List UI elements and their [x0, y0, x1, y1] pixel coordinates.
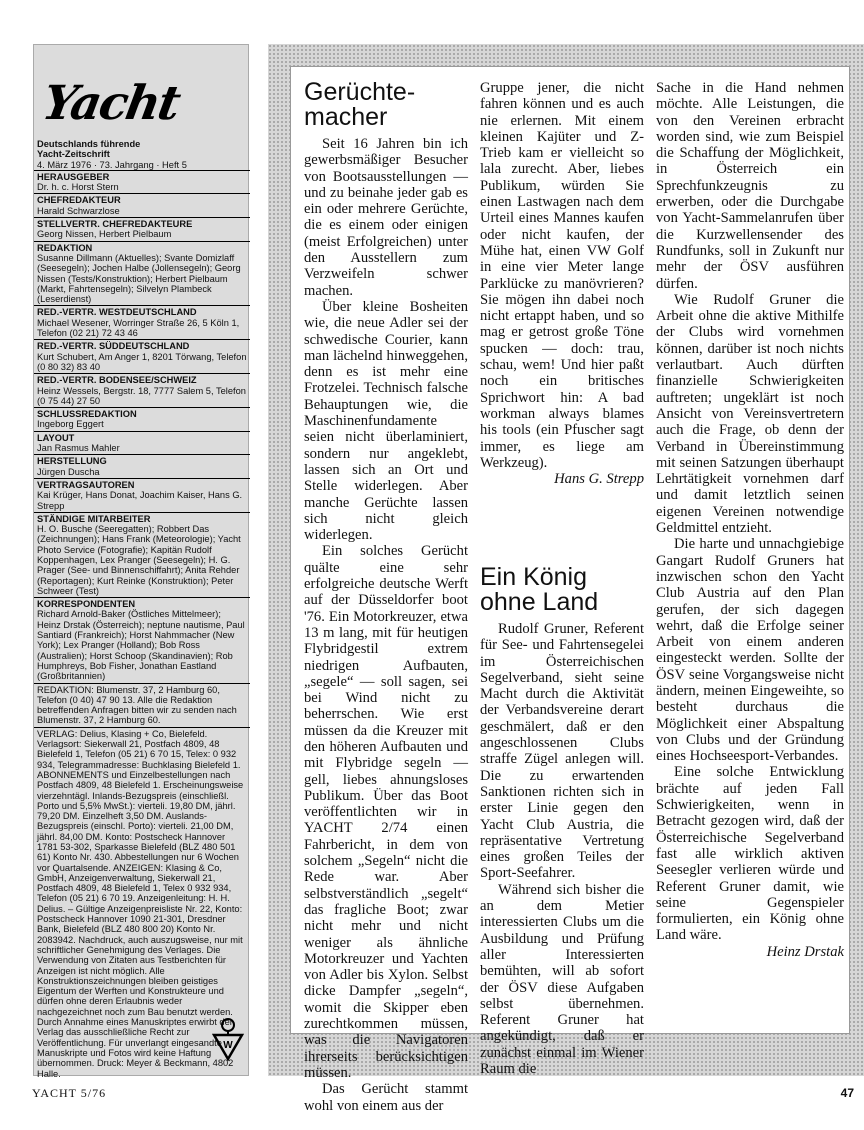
masthead-section-body: Harald Schwarzlose — [37, 205, 120, 216]
masthead-section-heading: RED.-VERTR. SÜDDEUTSCHLAND — [37, 341, 190, 352]
article2-paragraph: Rudolf Gruner, Referent für See- und Fahrtensegelei im Österreichischen Segelverband, sieht seine Macht durch die Aktivität der Verbandsvereine derart geschmälert, daß er den angeschlossenen Clubs straffe Zügel anlegen will. Die zu erwartenden Sanktionen richten sich in erster Linie gegen den Yacht Club Austria, die repräsentative Vertretung eines großen Teiles der Sport-Seefahrer. — [480, 621, 644, 882]
article1-column1 — [304, 80, 468, 1114]
masthead-section — [34, 373, 250, 407]
masthead-section-heading: STÄNDIGE MITARBEITER — [37, 513, 151, 524]
article1-column2 — [480, 80, 644, 487]
masthead-section-body: REDAKTION: Blumenstr. 37, 2 Hamburg 60, Telefon (0 40) 47 90 13. Alle die Redaktion betreffenden Anfragen bitten wir zu senden nach Blumenstr. 37, 2 Hamburg 60. — [37, 684, 237, 726]
masthead-section-heading: STELLVERTR. CHEFREDAKTEURE — [37, 219, 193, 230]
masthead-section-body: Georg Nissen, Herbert Pielbaum — [37, 229, 172, 240]
masthead-section-body: Jürgen Duscha — [37, 466, 100, 477]
article2-paragraph: Wie Rudolf Gruner die Arbeit ohne die aktive Mithilfe der Clubs wird vornehmen können, darüber ist noch nichts verlautbart. Auch dürften finanzielle Schwierigkeiten auftreten; ungeklärt ist noch Ansicht von Vereinsvertretern auch die Frage, ob denn der Verband in Übereinstimmung mit seinen Satzungen überhaupt Lehrtätigkeit vornehmen darf und damit letztlich seinen eigenen Vereinen notwendige Geldmittel entzieht. — [656, 291, 844, 537]
masthead-section-body: Michael Wesener, Worringer Straße 26, 5 Köln 1, Telefon (02 21) 72 43 46 — [37, 317, 240, 339]
masthead-section — [34, 597, 250, 682]
masthead-section-body: Dr. h. c. Horst Stern — [37, 182, 119, 193]
masthead-section — [34, 512, 250, 597]
masthead-section — [34, 339, 250, 373]
masthead-section — [34, 454, 250, 478]
article2-paragraph: Während sich bisher die an dem Metier interessierten Clubs um die Ausbildung und Prüfung aller Interessierten bemühten, will ab sofort der ÖSV diese Aufgaben selbst übernehmen. Referent Gruner hat angekündigt, daß er zunächst einmal im Wiener Raum die — [480, 881, 644, 1078]
article1-title: Gerüchte- macher — [304, 78, 416, 131]
article2-paragraph: Eine solche Entwicklung brächte auf jeden Fall Schwierigkeiten, wenn in Betracht gezogen wird, daß der Österreichische Segelverband fast alle wirklich aktiven Seesegler verlieren würde und Referent Gruner damit, wie seine Gegenspieler formulierten, ein König ohne Land wäre. — [656, 764, 844, 944]
masthead-section — [34, 193, 250, 217]
article2-author: Heinz Drstak — [766, 943, 844, 960]
masthead-section-heading: HERAUSGEBER — [37, 171, 110, 182]
article2-paragraph: Sache in die Hand nehmen möchte. Alle Leistungen, die von den Vereinen erbracht worden sind, wie zum Beispiel die Schaffung der Möglichkeit, in Österreich ein Sprechfunkzeugnis zu erwerben, oder die Durchgabe von Yacht-Sammelanrufen über die Kurzwellensender des Rundfunks, soll in Zukunft nur mehr der ÖSV ausführen dürfen. — [656, 80, 844, 292]
masthead-section — [34, 407, 250, 431]
article2-title: Ein König ohne Land — [480, 563, 599, 616]
masthead-credits — [34, 170, 250, 1080]
masthead-section-heading: KORRESPONDENTEN — [37, 599, 136, 610]
article2-paragraph: Die harte und unnachgiebige Gangart Rudolf Gruners hat inzwischen schon den Yacht Club Austria auf den Plan gerufen, der sich dagegen wehrt, daß die Erfolge seiner Arbeit von einem anderen eingesteckt werden. Sollte der ÖSV seine Vorgangsweise nicht ändern, meinen Eingeweihte, so besteht durchaus die Möglichkeit einer Abspaltung von Clubs und der Gründung eines Hochseesport-Verbandes. — [656, 536, 844, 765]
masthead-section — [34, 170, 250, 194]
masthead-section — [34, 241, 250, 306]
masthead-section-body: Richard Arnold-Baker (Östliches Mittelmeer); Heinz Drstak (Österreich); neptune nautisme, Paul Santiard (Frankreich); Horst Nahmmacher (New York); Lex Pranger (Holland); Bob Ross (Australien); Horst Schoop (Skandinavien); Rob Humphreys, Bob Fisher, Jonathan Eastland (Großbritannien) — [37, 609, 245, 682]
tagline: Deutschlands führende Yacht-Zeitschrift 4. März 1976 · 73. Jahrgang · Heft 5 — [37, 139, 187, 170]
masthead-section — [34, 478, 250, 512]
masthead-section-body: Kurt Schubert, Am Anger 1, 8201 Törwang, Telefon (0 80 32) 83 40 — [37, 351, 247, 372]
page-number: 47 — [840, 1086, 854, 1100]
masthead-section-heading: REDAKTION — [37, 242, 93, 253]
masthead-section-body: VERLAG: Delius, Klasing + Co, Bielefeld. Verlagsort: Siekerwall 21, Postfach 4809, 48 Bielefeld 1, Telefon (05 21) 6 70 15, Telex: 0 932 934, Telegrammadresse: Buchklasing Bielefeld 1. ABONNEMENTS und Einzelbestellungen nach Postfach 4809, 48 Bielefeld 1. Erscheinungsweise vierzehntägl. Inlands-Bezugspreis (einschließl. Porto und 5,5% MwSt.): vierteli. 19,80 DM, jährl. 79,20 DM. Einzelheft 3,50 DM. Auslands-Bezugspreis (einschl. Porto): vierteli. 21,00 DM, jährl. 84,00 DM. Konto: Postscheck Hannover 1781 53-302, Sparkasse Bielefeld (BLZ 480 501 61) Konto Nr. 430. Abbestellungen nur 6 Wochen vor Quartalsende. ANZEIGEN: Klasing & Co, GmbH, Anzeigenverwaltung, Siekerwall 21, Postfach 4809, 48 Bielefeld 1, Telex 0 932 934, Telefon (05 21) 6 70 19. Anzeigenleitung: H. H. Delius. – Gültige Anzeigenpreisliste Nr. 22, Konto: Postscheck Hannover 1090 21-301, Dresdner Bank, Bielefeld (BLZ 480 800 20) Konto Nr. 2083942. Nachdruck, auch auszugsweise, nur mit schriftlicher Genehmigung des Verlages. Die Verwendung von Zitaten aus Testberichten für Anzeigen ist nicht möglich. Alle Konstruktionszeichnungen bleiben geistiges Eigentum der Werften und Konstrukteure und dürfen ohne deren Erlaubnis weder nachgezeichnet noch zum Bau benutzt werden. Durch Annahme eines Manuskriptes erwirbt der Verlag das ausschließliche Recht zur Veröffentlichung. Für unverlangt eingesandte Manuskripte und Fotos wird keine Haftung übernommen. Druck: Meyer & Beckmann, 4802 Halle. — [37, 728, 244, 1079]
article1-paragraph: Seit 16 Jahren bin ich gewerbsmäßiger Besucher von Bootsausstellungen — und zu beinahe jeder gab es ein oder mehrere Gerüchte, die es einem oder einigen (meist Erfolgreichen) unter den Ausstellern zum Verzweifeln schwer machen. — [304, 136, 468, 299]
masthead-section-body: Kai Krüger, Hans Donat, Joachim Kaiser, Hans G. Strepp — [37, 490, 243, 511]
svg-text:W: W — [223, 1040, 233, 1051]
masthead-section-body: Susanne Dillmann (Aktuelles); Svante Domizlaff (Seesegeln); Jochen Halbe (Jollensegeln); Georg Nissen (Tests/Konstruktion); Herbert Pielbaum (Markt, Fahrtensegeln); Silvelyn Plambeck (Leserdienst) — [37, 252, 241, 305]
masthead-section — [34, 305, 250, 339]
masthead-section-body: Heinz Wessels, Bergstr. 18, 7777 Salem 5, Telefon (0 75 44) 27 50 — [37, 385, 246, 406]
footer-issue: YACHT 5/76 — [32, 1086, 107, 1100]
masthead-section-heading: SCHLUSSREDAKTION — [37, 409, 137, 420]
masthead-section-heading: CHEFREDAKTEUR — [37, 195, 121, 206]
masthead-section-body: Ingeborg Eggert — [37, 419, 104, 430]
article1-paragraph: Das Gerücht stammt wohl von einem aus der — [304, 1081, 468, 1114]
article1-paragraph: Gruppe jener, die nicht fahren können und es auch nie erlernen. Mit einem kleinen Kajüter und Z-Trieb kam er vielleicht so lala zurecht. Aber, liebes Publikum, würden Sie einen Lastwagen nach dem Urteil eines Mannes kaufen oder nicht kaufen, der Mühe hat, einen VW Golf in eine vier Meter lange Parklücke zu manövrieren? Sie mögen ihn dabei noch nicht ertappt haben, und so mag er getrost große Töne spucken — doch: trau, schau, wem! Und hier paßt noch ein britisches Sprichwort hin: A bad workman always blames his tools (ein Pfuscher sagt immer, es liege am Werkzeug). — [480, 80, 644, 471]
ivw-logo — [212, 1017, 244, 1061]
article1-author: Hans G. Strepp — [554, 471, 644, 488]
article1-paragraph: Über kleine Bosheiten wie, die neue Adler sei der schwedische Courier, kann man lächelnd hinweggehen, denn es ist mehr eine Frotzelei. Technisch falsche Behauptungen wie, die Maschinenfundamente seien nicht überlaminiert, sondern nur angeklebt, lassen sich an Ort und Stelle widerlegen. Aber manche Gerüchte lassen sich nicht gleich widerlegen. — [304, 298, 468, 544]
masthead-section-heading: VERTRAGSAUTOREN — [37, 479, 135, 490]
masthead-section-heading: HERSTELLUNG — [37, 456, 107, 467]
article2-column2 — [656, 80, 844, 960]
article2-column1 — [480, 565, 644, 1077]
masthead-panel — [33, 44, 249, 1079]
masthead-section-heading: RED.-VERTR. BODENSEE/SCHWEIZ — [37, 375, 197, 386]
article1-paragraph: Ein solches Gerücht quälte eine sehr erfolgreiche deutsche Werft auf der Düsseldorfer boot '76. Ein Motorkreuzer, etwa 13 m lang, mit für heutigen Flybridgestil extrem niedrigen Aufbauten, „segele“ — soll sagen, sei bei Wind nicht zu beherrschen. Wie erst müssen da die Kreuzer mit den höheren Aufbauten und mit Flybridge segeln — gell, liebes ahnungsloses Publikum. Über das Boot veröffentlichten wir in YACHT 2/74 einen Fahrbericht, in dem von solchem „Segeln“ nicht die Rede war. Aber selbstverständlich „segelt“ das fragliche Boot; zwar nicht mehr und nicht weniger als ähnliche Motorkreuzer und Yachten von Adler bis Xylon. Selbst dicke Dampfer „segeln“, womit die Skipper eben zurechtkommen müssen, was die Navigatoren ihrerseits berücksichtigen müssen. — [304, 543, 468, 1081]
masthead-section-heading: RED.-VERTR. WESTDEUTSCHLAND — [37, 307, 197, 318]
masthead-section — [34, 683, 250, 727]
masthead-section-heading: LAYOUT — [37, 432, 75, 443]
masthead-section-body: Jan Rasmus Mahler — [37, 443, 120, 454]
masthead-section-body: H. O. Busche (Seeregatten); Robbert Das (Zeichnungen); Hans Frank (Meteorologie); Yacht Photo Service (Fotografie); Kapitän Rudolf Koppenhagen, Lex Pranger (Seesegeln); H. G. Prager (See- und Binnenschiffahrt); Anita Rehder (Reportagen); Kurt Reinke (Konstruktion); Peter Schweer (Test) — [37, 524, 241, 596]
masthead-section — [34, 217, 250, 241]
yacht-logo: Yacht — [38, 76, 183, 131]
masthead-section — [34, 431, 250, 455]
